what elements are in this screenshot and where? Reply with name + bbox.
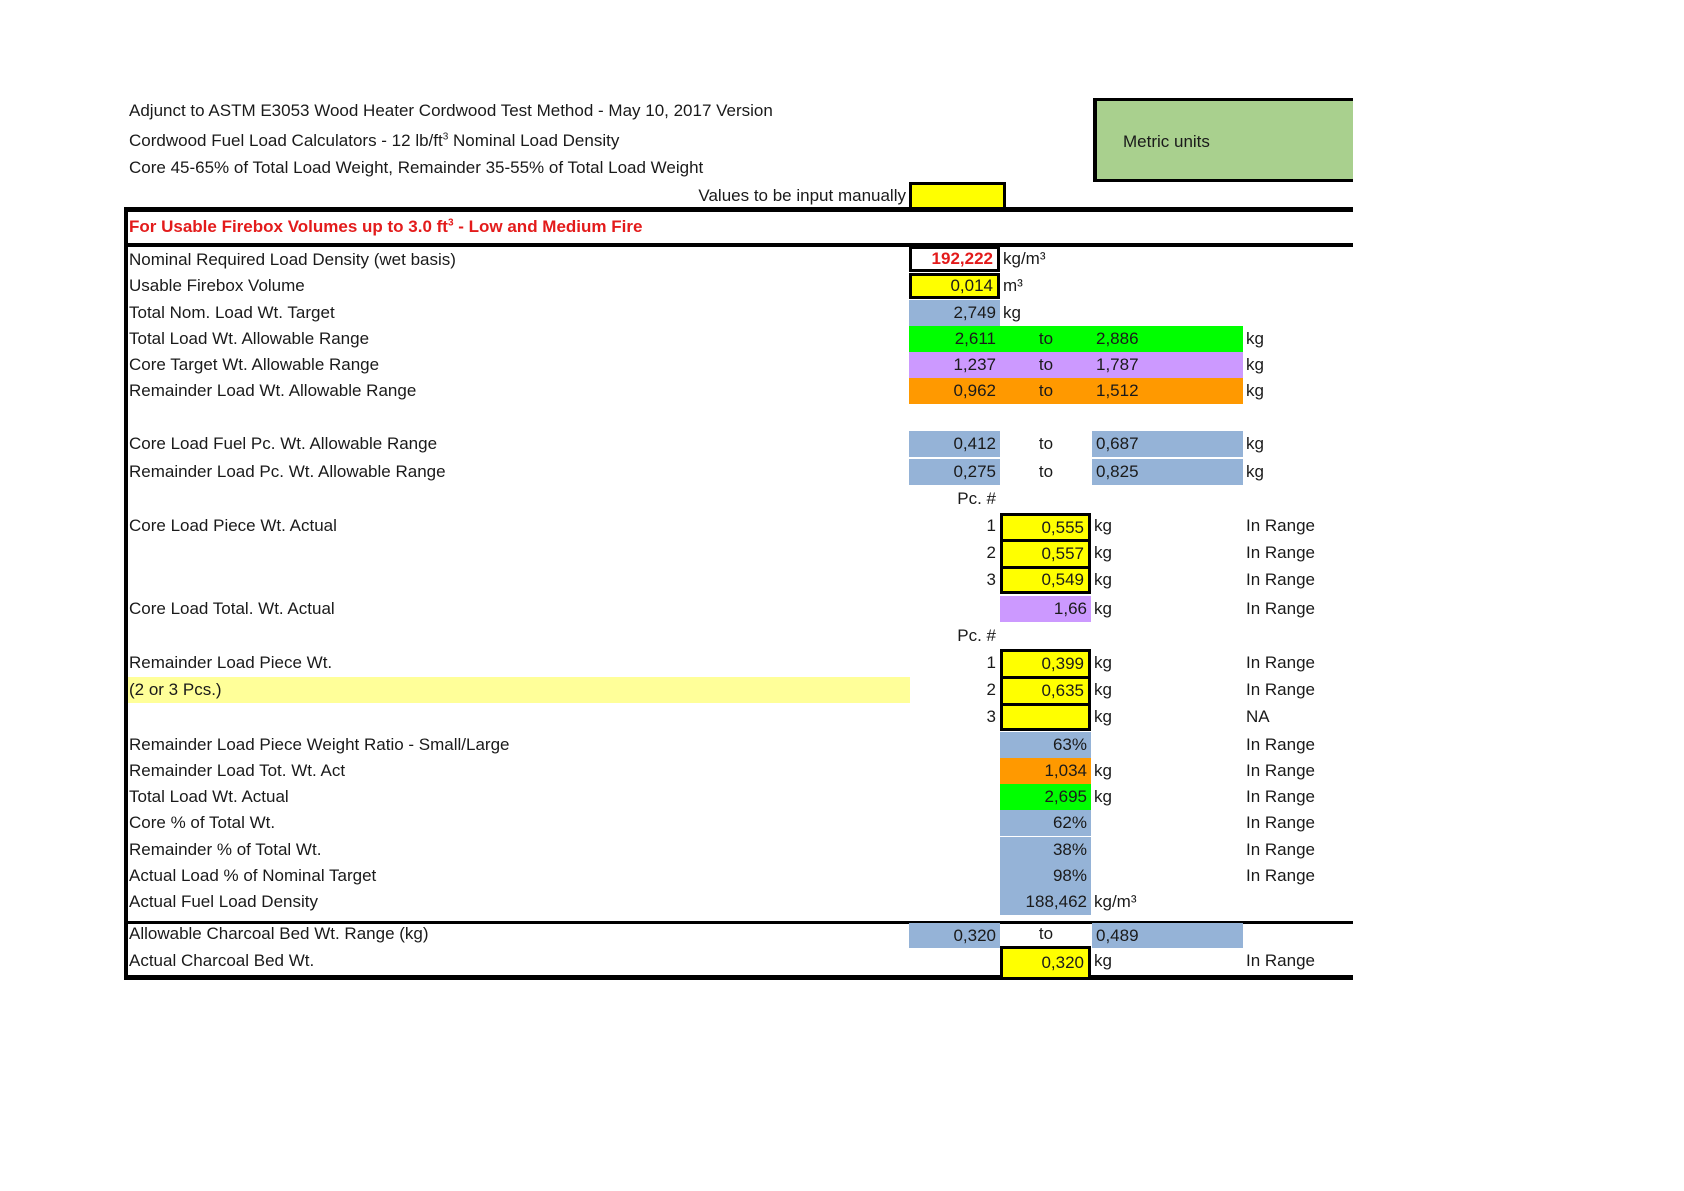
section-title [129,217,642,237]
charcoal-actual-input[interactable]: 0,320 [1000,946,1091,977]
firebox-volume-label: Usable Firebox Volume [129,276,305,295]
remainder-allowable-high: 1,512 [1096,381,1139,400]
remainder-pct-label: Remainder % of Total Wt. [129,840,322,859]
total-actual-label: Total Load Wt. Actual [129,787,289,806]
section-title-sup: 3 [447,217,454,229]
core-piece-unit: kg [1094,516,1112,535]
total-nom-target-value: 2,749 [909,300,1000,326]
remainder-pc-allowable-label: Remainder Load Pc. Wt. Allowable Range [129,462,446,481]
remainder-pc-allowable-unit: kg [1246,462,1264,481]
doc-subtitle-text-2: Nominal Load Density [448,131,620,150]
total-allowable-high: 2,886 [1096,329,1139,348]
remainder-pct-status: In Range [1246,840,1315,859]
doc-subtitle-text: Cordwood Fuel Load Calculators - 12 lb/ft [129,131,443,150]
total-nom-target-unit: kg [1003,303,1021,322]
actual-pct-nominal-status: In Range [1246,866,1315,885]
remainder-allowable-label: Remainder Load Wt. Allowable Range [129,381,417,400]
core-total-label: Core Load Total. Wt. Actual [129,599,335,618]
nominal-density-value: 192,222 [909,246,1000,272]
remainder-total-label: Remainder Load Tot. Wt. Act [129,761,346,780]
core-allowable-unit: kg [1246,355,1264,374]
charcoal-allowable-low: 0,320 [909,923,1000,948]
remainder-piece-unit: kg [1094,653,1112,672]
remainder-piece-unit: kg [1094,707,1112,726]
core-allowable-low: 1,237 [953,355,996,374]
remainder-pct-value: 38% [1000,837,1091,863]
core-piece-input[interactable]: 0,555 [1000,513,1091,539]
core-piece-status: In Range [1246,543,1315,562]
core-piece-status: In Range [1246,516,1315,535]
remainder-piece-status: NA [1246,707,1270,726]
core-total-status: In Range [1246,599,1315,618]
core-piece-input[interactable]: 0,549 [1000,566,1091,594]
core-pct-label: Core % of Total Wt. [129,813,276,832]
ratio-label: Remainder Load Piece Weight Ratio - Small/Large [129,735,510,754]
remainder-piece-status: In Range [1246,653,1315,672]
remainder-allowable-unit: kg [1246,381,1264,400]
charcoal-actual-unit: kg [1094,951,1112,970]
remainder-pieces-label: Remainder Load Piece Wt. [129,653,333,672]
core-allowable-label: Core Target Wt. Allowable Range [129,355,380,374]
remainder-pc-allowable-to: to [1038,462,1054,481]
units-box [1093,98,1353,182]
remainder-total-value: 1,034 [1000,758,1091,784]
core-piece-number: 1 [986,516,996,535]
actual-density-label: Actual Fuel Load Density [129,892,318,911]
core-pc-allowable-to: to [1038,434,1054,453]
units-label: Metric units [1123,132,1210,151]
total-allowable-to: to [1038,329,1054,348]
firebox-volume-input[interactable]: 0,014 [909,273,1000,299]
remainder-allowable-to: to [1038,381,1054,400]
charcoal-actual-status: In Range [1246,951,1315,970]
doc-title: Adjunct to ASTM E3053 Wood Heater Cordwood Test Method - May 10, 2017 Version [129,101,773,120]
actual-pct-nominal-label: Actual Load % of Nominal Target [129,866,377,885]
core-pc-allowable-high: 0,687 [1092,431,1243,457]
charcoal-allowable-label: Allowable Charcoal Bed Wt. Range (kg) [129,924,429,943]
ratio-value: 63% [1000,732,1091,758]
core-piece-number: 2 [986,543,996,562]
remainder-piece-number: 3 [986,707,996,726]
firebox-volume-unit: m³ [1003,276,1023,295]
remainder-piece-number: 1 [986,653,996,672]
remainder-piece-input[interactable]: 0,399 [1000,649,1091,676]
nominal-density-unit: kg/m³ [1003,249,1046,268]
core-allowable-to: to [1038,355,1054,374]
charcoal-allowable-high: 0,489 [1092,923,1243,948]
total-allowable-label: Total Load Wt. Allowable Range [129,329,370,348]
ratio-status: In Range [1246,735,1315,754]
core-allowable-high: 1,787 [1096,355,1139,374]
remainder-piece-status: In Range [1246,680,1315,699]
remainder-pc-allowable-low: 0,275 [909,459,1000,485]
actual-density-unit: kg/m³ [1094,892,1137,911]
total-nom-target-label: Total Nom. Load Wt. Target [129,303,335,322]
total-allowable-low: 2,611 [954,329,996,348]
core-piece-number: 3 [986,570,996,589]
core-pc-allowable-label: Core Load Fuel Pc. Wt. Allowable Range [129,434,438,453]
core-piece-unit: kg [1094,570,1112,589]
remainder-total-unit: kg [1094,761,1112,780]
pc-number-header: Pc. # [957,626,996,645]
core-piece-status: In Range [1246,570,1315,589]
actual-density-value: 188,462 [1000,889,1091,915]
core-pct-value: 62% [1000,810,1091,836]
section-title-text-2: - Low and Medium Fire [453,217,643,236]
remainder-piece-number: 2 [986,680,996,699]
core-total-unit: kg [1094,599,1112,618]
remainder-piece-unit: kg [1094,680,1112,699]
core-total-value: 1,66 [1000,596,1091,622]
remainder-piece-input[interactable] [1000,703,1091,731]
pc-number-header: Pc. # [957,489,996,508]
core-piece-unit: kg [1094,543,1112,562]
doc-criteria: Core 45-65% of Total Load Weight, Remainder 35-55% of Total Load Weight [129,158,704,177]
actual-pct-nominal-value: 98% [1000,863,1091,889]
remainder-pieces-note: (2 or 3 Pcs.) [128,677,910,703]
doc-subtitle-sup: 3 [442,131,449,143]
total-actual-value: 2,695 [1000,784,1091,810]
input-legend-label: Values to be input manually [698,186,906,205]
core-pct-status: In Range [1246,813,1315,832]
remainder-pc-allowable-high: 0,825 [1092,459,1243,485]
frame-bottom-border [124,975,1353,980]
doc-subtitle [129,131,619,151]
charcoal-allowable-to: to [1038,924,1054,943]
section-title-text: For Usable Firebox Volumes up to 3.0 ft [129,217,448,236]
frame-top-border [124,207,1353,212]
remainder-allowable-low: 0,962 [953,381,996,400]
total-actual-unit: kg [1094,787,1112,806]
core-pieces-label: Core Load Piece Wt. Actual [129,516,337,535]
core-pc-allowable-low: 0,412 [909,431,1000,457]
core-pc-allowable-unit: kg [1246,434,1264,453]
input-legend-swatch [909,182,1006,207]
total-allowable-unit: kg [1246,329,1264,348]
total-actual-status: In Range [1246,787,1315,806]
core-piece-input[interactable]: 0,557 [1000,539,1091,566]
nominal-density-label: Nominal Required Load Density (wet basis) [129,250,456,269]
charcoal-actual-label: Actual Charcoal Bed Wt. [129,951,315,970]
remainder-total-status: In Range [1246,761,1315,780]
remainder-piece-input[interactable]: 0,635 [1000,676,1091,703]
